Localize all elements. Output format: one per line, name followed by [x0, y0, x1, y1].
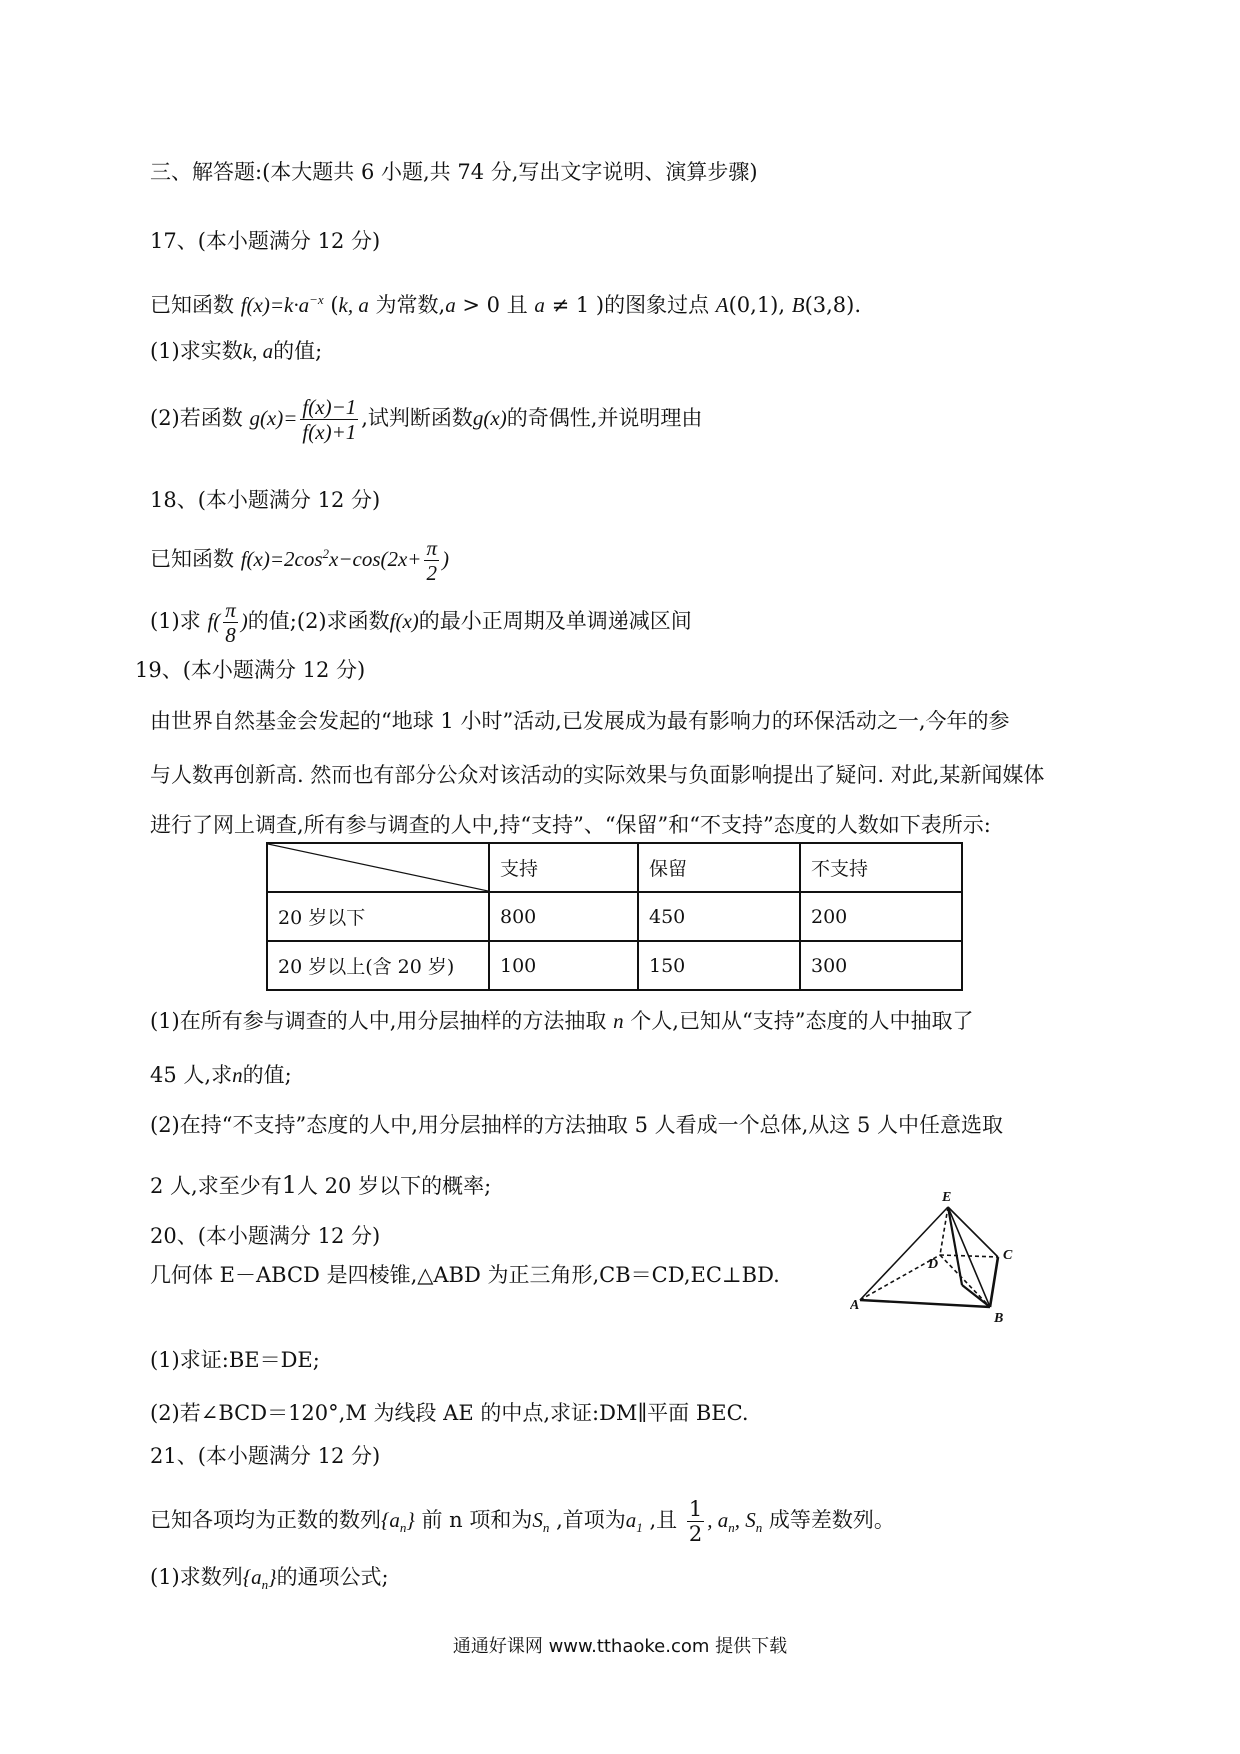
- q17-points: A: [715, 293, 729, 317]
- q19-para3: 进行了网上调查,所有参与调查的人中,持“支持”、“保留”和“不支持”态度的人数如下表所示:: [150, 813, 991, 837]
- q20-part2: (2)若∠BCD＝120°,M 为线段 AE 的中点,求证:DM∥平面 BEC.: [150, 1401, 749, 1425]
- q19-header: 19、(本小题满分 12 分): [135, 658, 366, 682]
- label-D: D: [928, 1257, 939, 1272]
- table-cell: 800: [489, 892, 638, 941]
- label-A: A: [850, 1298, 860, 1313]
- table-header-row: [267, 843, 962, 892]
- footer: 通通好课网 www.tthaoke.com 提供下载: [452, 1636, 788, 1657]
- q17-fraction: $\frac{f(x)-1}{f(x)+1}$: [302, 395, 357, 444]
- q17-header: 17、(本小题满分 12 分): [150, 229, 381, 253]
- q20-header: 20、(本小题满分 12 分): [150, 1224, 381, 1248]
- q17-part1: (1)求实数k, a的值;: [150, 339, 323, 363]
- survey-table: [266, 842, 963, 991]
- q17-formula: $f(x)=k\cdot a^{-x}$: [240, 292, 324, 317]
- table-cell: 200: [800, 892, 962, 941]
- q19-part2-line1: (2)在持“不支持”态度的人中,用分层抽样的方法抽取 5 人看成一个总体,从这 5 人中任意选取: [150, 1113, 1003, 1137]
- q17-part2: (2)若函数 g(x)= $\frac{f(x)-1}{f(x)+1}$ ,试判断函数g(x)的奇偶性,并说明理由: [150, 395, 703, 444]
- label-C: C: [1003, 1248, 1013, 1263]
- q19-part1-line2: 45 人,求n的值;: [150, 1063, 292, 1087]
- diagonal-line: [268, 844, 488, 891]
- q19-part1-line1: (1)在所有参与调查的人中,用分层抽样的方法抽取 n 个人,已知从“支持”态度的人中抽取了: [150, 1009, 974, 1033]
- label-E: E: [942, 1190, 952, 1205]
- q18-part1: (1)求 f( $\frac{\pi}{8}$ )的值;(2)求函数f(x)的最小正周期及单调递减区间: [150, 598, 692, 647]
- table-cell: 300: [800, 941, 962, 990]
- row-label: 20 岁以上(含 20 岁): [267, 941, 489, 990]
- q21-part1: (1)求数列$\{a_n\}$的通项公式;: [150, 1565, 389, 1593]
- q18-header: 18、(本小题满分 12 分): [150, 488, 381, 512]
- q21-stem: 已知各项均为正数的数列$\{a_n\}$ 前 n 项和为$S_n$ ,首项为$a_1$ ,且 $\frac{1}{2}$ , $a_n$, $S_n$ 成等差数列。: [150, 1497, 895, 1546]
- q20-stem: 几何体 E－ABCD 是四棱锥,△ABD 为正三角形,CB＝CD,EC⊥BD.: [150, 1263, 780, 1287]
- diagonal-cell: [267, 843, 489, 892]
- q19-para2: 与人数再创新高. 然而也有部分公众对该活动的实际效果与负面影响提出了疑问. 对此,某新闻媒体: [150, 763, 1045, 787]
- q19-part2-line2: 2 人,求至少有1人 20 岁以下的概率;: [150, 1171, 492, 1199]
- pyramid-figure: [850, 1185, 1020, 1335]
- table-header: 不支持: [800, 843, 962, 892]
- table-cell: 150: [638, 941, 800, 990]
- q18-stem: 已知函数 $f(x)=2\cos^2x-\cos(2x+$ $\frac{\pi}{2}$ ): [150, 536, 450, 585]
- q17-stem: 已知函数 $f(x)=k\cdot a^{-x}$ (k, a 为常数,a > 0 且 a ≠ 1 )的图象过点 A(0,1), B(3,8).: [150, 292, 862, 317]
- q18-formula: $f(x)=2\cos^2x-\cos(2x+$: [240, 546, 422, 571]
- table-header: 保留: [638, 843, 800, 892]
- table-cell: 100: [489, 941, 638, 990]
- table-cell: 450: [638, 892, 800, 941]
- label-B: B: [994, 1311, 1004, 1326]
- q19-para1: 由世界自然基金会发起的“地球 1 小时”活动,已发展成为最有影响力的环保活动之一,今年的参: [150, 709, 1010, 733]
- section-title: 三、解答题:(本大题共 6 小题,共 74 分,写出文字说明、演算步骤): [150, 160, 758, 184]
- q20-part1: (1)求证:BE＝DE;: [150, 1348, 320, 1372]
- row-label: 20 岁以下: [267, 892, 489, 941]
- table-row: [267, 941, 962, 990]
- table-row: [267, 892, 962, 941]
- table-header: 支持: [489, 843, 638, 892]
- q21-header: 21、(本小题满分 12 分): [150, 1444, 381, 1468]
